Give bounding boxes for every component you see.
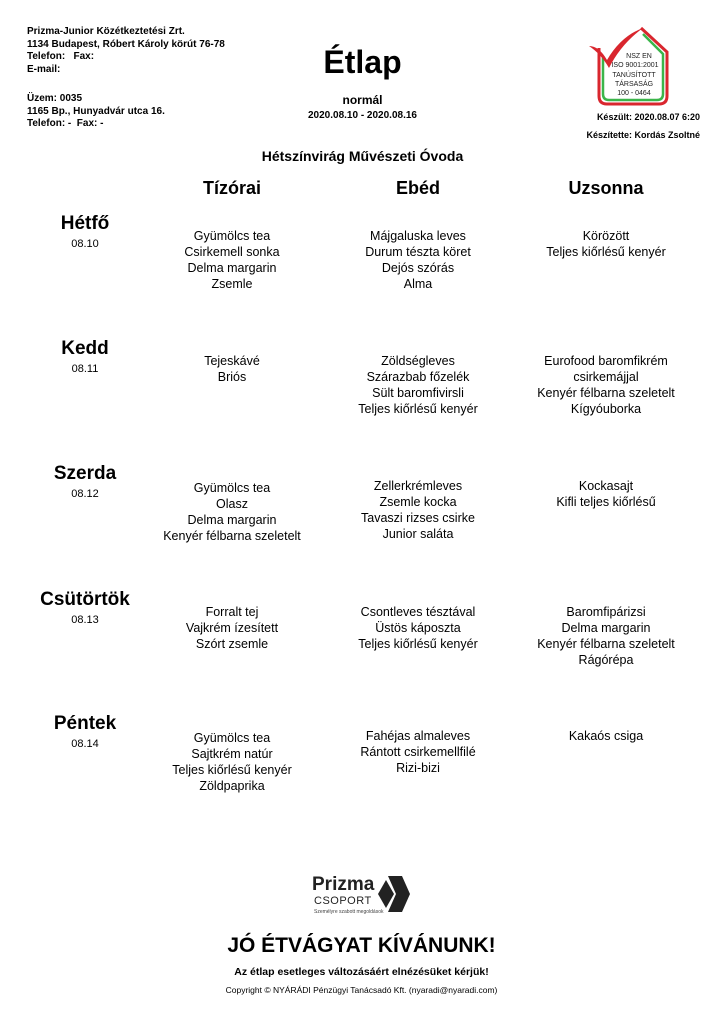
- ebed-items: Fahéjas almaleves Rántott csirkemellfilé Rizi-bizi: [360, 729, 476, 775]
- day-row: [0, 338, 723, 458]
- day-date: 08.10: [71, 238, 99, 250]
- day-name: Szerda: [53, 463, 117, 484]
- column-header-tizorai: Tízórai: [202, 178, 261, 198]
- tizorai-items: Gyümölcs tea Olasz Delma margarin Kenyér félbarna szeletelt: [163, 481, 301, 543]
- ebed-items: Májgaluska leves Durum tészta köret Dejós szórás Alma: [365, 229, 471, 291]
- cert-text: TÁRSASÁG: [614, 81, 654, 88]
- column-header-ebed: Ebéd: [395, 178, 440, 198]
- footer-apology: Az étlap esetleges változásáért elnézésüket kérjük!: [234, 966, 489, 978]
- uzsonna-items: Baromfipárizsi Delma margarin Kenyér félbarna szeletelt Rágórépa: [537, 605, 675, 667]
- day-date: 08.11: [71, 363, 99, 375]
- svg-text:Személyre szabott megoldások: Személyre szabott megoldások: [314, 909, 384, 915]
- uzsonna-items: Kakaós csiga: [568, 729, 644, 743]
- day-row: [0, 463, 723, 583]
- svg-text:CSOPORT: CSOPORT: [314, 895, 372, 907]
- created-timestamp: Készült: 2020.08.07 6:20: [596, 112, 700, 122]
- cert-text: TANÚSÍTOTT: [612, 72, 656, 79]
- tizorai-items: Gyümölcs tea Sajtkrém natúr Teljes kiőrlésű kenyér Zöldpaprika: [172, 731, 292, 793]
- prizma-logo: [310, 872, 415, 924]
- footer-copyright: Copyright © NYÁRÁDI Pénzügyi Tanácsadó Kft. (nyaradi@nyaradi.com): [225, 985, 498, 995]
- company-info: Prizma-Junior Közétkeztetési Zrt. 1134 Budapest, Róbert Károly körút 76-78 Telefon: Fax: E-mail:: [27, 26, 225, 75]
- menu-type: normál: [342, 93, 383, 107]
- iso-certification-logo: [585, 26, 671, 108]
- day-date: 08.14: [71, 738, 99, 750]
- cert-text: 100 - 0464: [617, 90, 651, 97]
- page-title: Étlap: [323, 44, 402, 80]
- day-date: 08.12: [71, 488, 99, 500]
- date-range: 2020.08.10 - 2020.08.16: [308, 110, 417, 121]
- plant-info: Üzem: 0035 1165 Bp., Hunyadvár utca 16. Telefon: - Fax: -: [27, 93, 165, 129]
- day-row: [0, 713, 723, 833]
- day-row: [0, 213, 723, 333]
- tizorai-items: Tejeskávé Briós: [204, 354, 260, 384]
- ebed-items: Zellerkrémleves Zsemle kocka Tavaszi rizses csirke Junior saláta: [361, 479, 475, 541]
- cert-text: ISO 9001:2001: [611, 62, 659, 69]
- tizorai-items: Gyümölcs tea Csirkemell sonka Delma margarin Zsemle: [184, 229, 280, 291]
- ebed-items: Csontleves tésztával Üstös káposzta Teljes kiőrlésű kenyér: [358, 605, 478, 651]
- uzsonna-items: Körözött Teljes kiőrlésű kenyér: [546, 229, 666, 259]
- tizorai-items: Forralt tej Vajkrém ízesített Szórt zsemle: [185, 605, 279, 651]
- author: Készítette: Kordás Zsoltné: [586, 130, 700, 140]
- day-name: Hétfő: [60, 213, 110, 234]
- day-row: [0, 589, 723, 709]
- uzsonna-items: Kockasajt Kifli teljes kiőrlésű: [556, 479, 656, 509]
- day-date: 08.13: [71, 614, 99, 626]
- day-name: Csütörtök: [40, 589, 130, 610]
- cert-text: NSZ EN: [626, 53, 652, 60]
- footer-slogan: JÓ ÉTVÁGYAT KÍVÁNUNK!: [227, 934, 496, 957]
- school-name: Hétszínvirág Művészeti Óvoda: [261, 148, 464, 164]
- day-name: Kedd: [61, 338, 109, 359]
- ebed-items: Zöldségleves Szárazbab főzelék Sült baromfivirsli Teljes kiőrlésű kenyér: [358, 354, 478, 416]
- column-header-uzsonna: Uzsonna: [568, 178, 644, 198]
- day-name: Péntek: [53, 713, 117, 734]
- svg-text:Prizma: Prizma: [312, 874, 375, 895]
- uzsonna-items: Eurofood baromfikrém csirkemájjal Kenyér félbarna szeletelt Kígyóuborka: [537, 354, 675, 416]
